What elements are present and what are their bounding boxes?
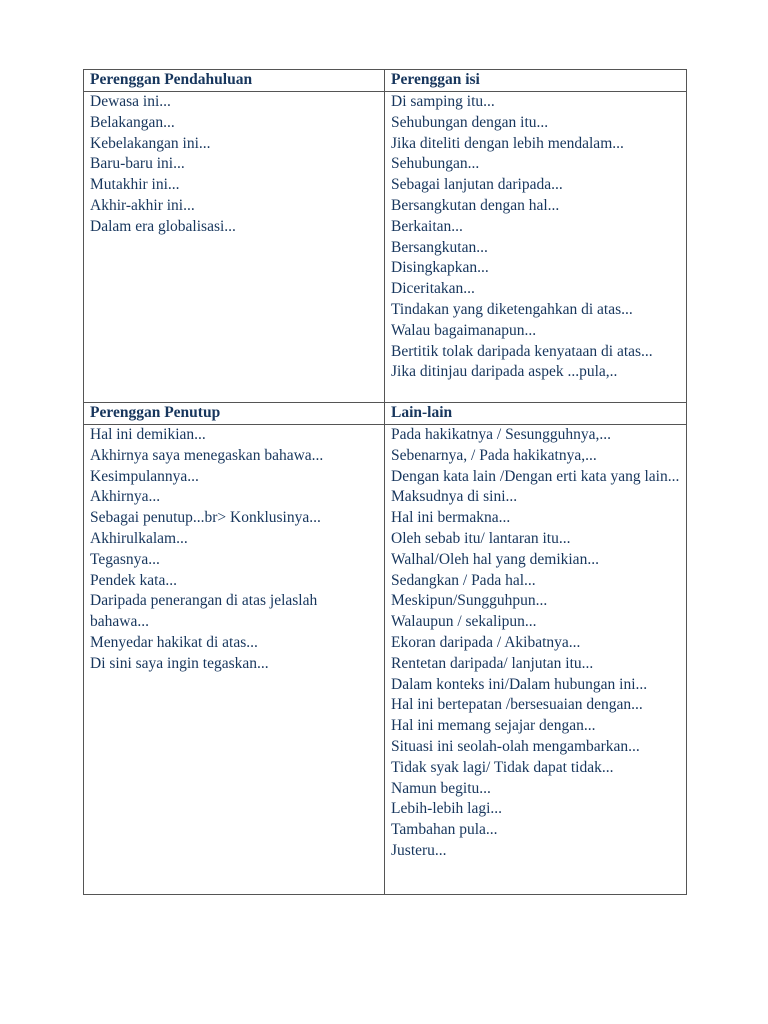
list-item: Bertitik tolak daripada kenyataan di atas... — [391, 342, 653, 360]
list-item: Dalam konteks ini/Dalam hubungan ini... — [391, 675, 648, 693]
list-item: Bersangkutan dengan hal... — [391, 196, 560, 214]
list-item: Ekoran daripada / Akibatnya... — [391, 633, 581, 651]
list-item: Maksudnya di sini... — [391, 488, 518, 506]
list-item: Lebih-lebih lagi... — [391, 800, 503, 818]
list-item: Tidak syak lagi/ Tidak dapat tidak... — [391, 758, 614, 776]
list-item: Hal ini demikian... — [90, 426, 206, 443]
list-item: Tindakan yang diketengahkan di atas... — [391, 300, 633, 318]
list-isi — [385, 92, 687, 403]
list-pendahuluan — [84, 92, 385, 403]
list-item: Rentetan daripada/ lanjutan itu... — [391, 654, 594, 672]
list-item: Pendek kata... — [90, 571, 177, 589]
list-item: Sehubungan... — [391, 155, 480, 173]
list-item: Jika diteliti dengan lebih mendalam... — [391, 134, 624, 152]
list-item: Kesimpulannya... — [90, 467, 199, 485]
list-item: Akhirulkalam... — [90, 529, 188, 547]
list-item: Situasi ini seolah-olah mengambarkan... — [391, 737, 640, 755]
list-lain-lain — [385, 425, 687, 895]
list-item: Akhirnya... — [90, 488, 161, 506]
heading-perenggan-penutup: Perenggan Penutup — [84, 403, 385, 425]
list-penutup — [84, 425, 385, 895]
list-item: Pada hakikatnya / Sesungguhnya,... — [391, 426, 611, 443]
list-item: Meskipun/Sungguhpun... — [391, 592, 548, 610]
heading-perenggan-pendahuluan: Perenggan Pendahuluan — [84, 70, 385, 92]
list-item: Bersangkutan... — [391, 238, 488, 256]
list-item: Akhirnya saya menegaskan bahawa... — [90, 446, 324, 464]
list-item: Walaupun / sekalipun... — [391, 613, 537, 631]
list-item: Menyedar hakikat di atas... — [90, 633, 258, 651]
list-item: Diceritakan... — [391, 280, 475, 298]
list-item: Sebagai lanjutan daripada... — [391, 176, 563, 194]
phrase-table — [83, 69, 687, 895]
table-row-top-content — [84, 92, 687, 403]
list-item: Sebenarnya, / Pada hakikatnya,... — [391, 446, 597, 464]
list-item: Akhir-akhir ini... — [90, 196, 195, 214]
list-item: Hal ini memang sejajar dengan... — [391, 717, 596, 735]
heading-lain-lain: Lain-lain — [385, 403, 687, 425]
list-item: Di sini saya ingin tegaskan... — [90, 654, 269, 672]
table-row-bottom-content — [84, 425, 687, 895]
list-item: Disingkapkan... — [391, 259, 489, 277]
list-item: Walhal/Oleh hal yang demikian... — [391, 550, 599, 568]
heading-perenggan-isi: Perenggan isi — [385, 70, 687, 92]
list-item: Hal ini bertepatan /bersesuaian dengan... — [391, 696, 643, 714]
list-item: Berkaitan... — [391, 217, 463, 235]
list-item: Di samping itu... — [391, 93, 495, 110]
list-item: Hal ini bermakna... — [391, 509, 511, 527]
list-item: Baru-baru ini... — [90, 155, 185, 173]
list-item: Dewasa ini... — [90, 93, 171, 110]
list-item: Sedangkan / Pada hal... — [391, 571, 536, 589]
list-item: Oleh sebab itu/ lantaran itu... — [391, 529, 571, 547]
list-item: Mutakhir ini... — [90, 176, 180, 194]
list-item: Dengan kata lain /Dengan erti kata yang lain... — [391, 467, 680, 485]
list-item: Kebelakangan ini... — [90, 134, 211, 152]
list-item: Justeru... — [391, 841, 447, 859]
list-item: Dalam era globalisasi... — [90, 217, 236, 235]
list-item: Tambahan pula... — [391, 821, 498, 839]
list-item: Tegasnya... — [90, 550, 160, 568]
table-row-top-headings — [84, 70, 687, 92]
document-page — [83, 69, 686, 895]
list-item: Sebagai penutup...br> Konklusinya... — [90, 509, 321, 527]
list-item: Daripada penerangan di atas jelaslah bahawa... — [90, 592, 318, 631]
list-item: Jika ditinjau daripada aspek ...pula,.. — [391, 363, 618, 381]
list-item: Walau bagaimanapun... — [391, 321, 537, 339]
table-row-bottom-headings — [84, 403, 687, 425]
list-item: Sehubungan dengan itu... — [391, 113, 549, 131]
list-item: Belakangan... — [90, 113, 175, 131]
list-item: Namun begitu... — [391, 779, 491, 797]
